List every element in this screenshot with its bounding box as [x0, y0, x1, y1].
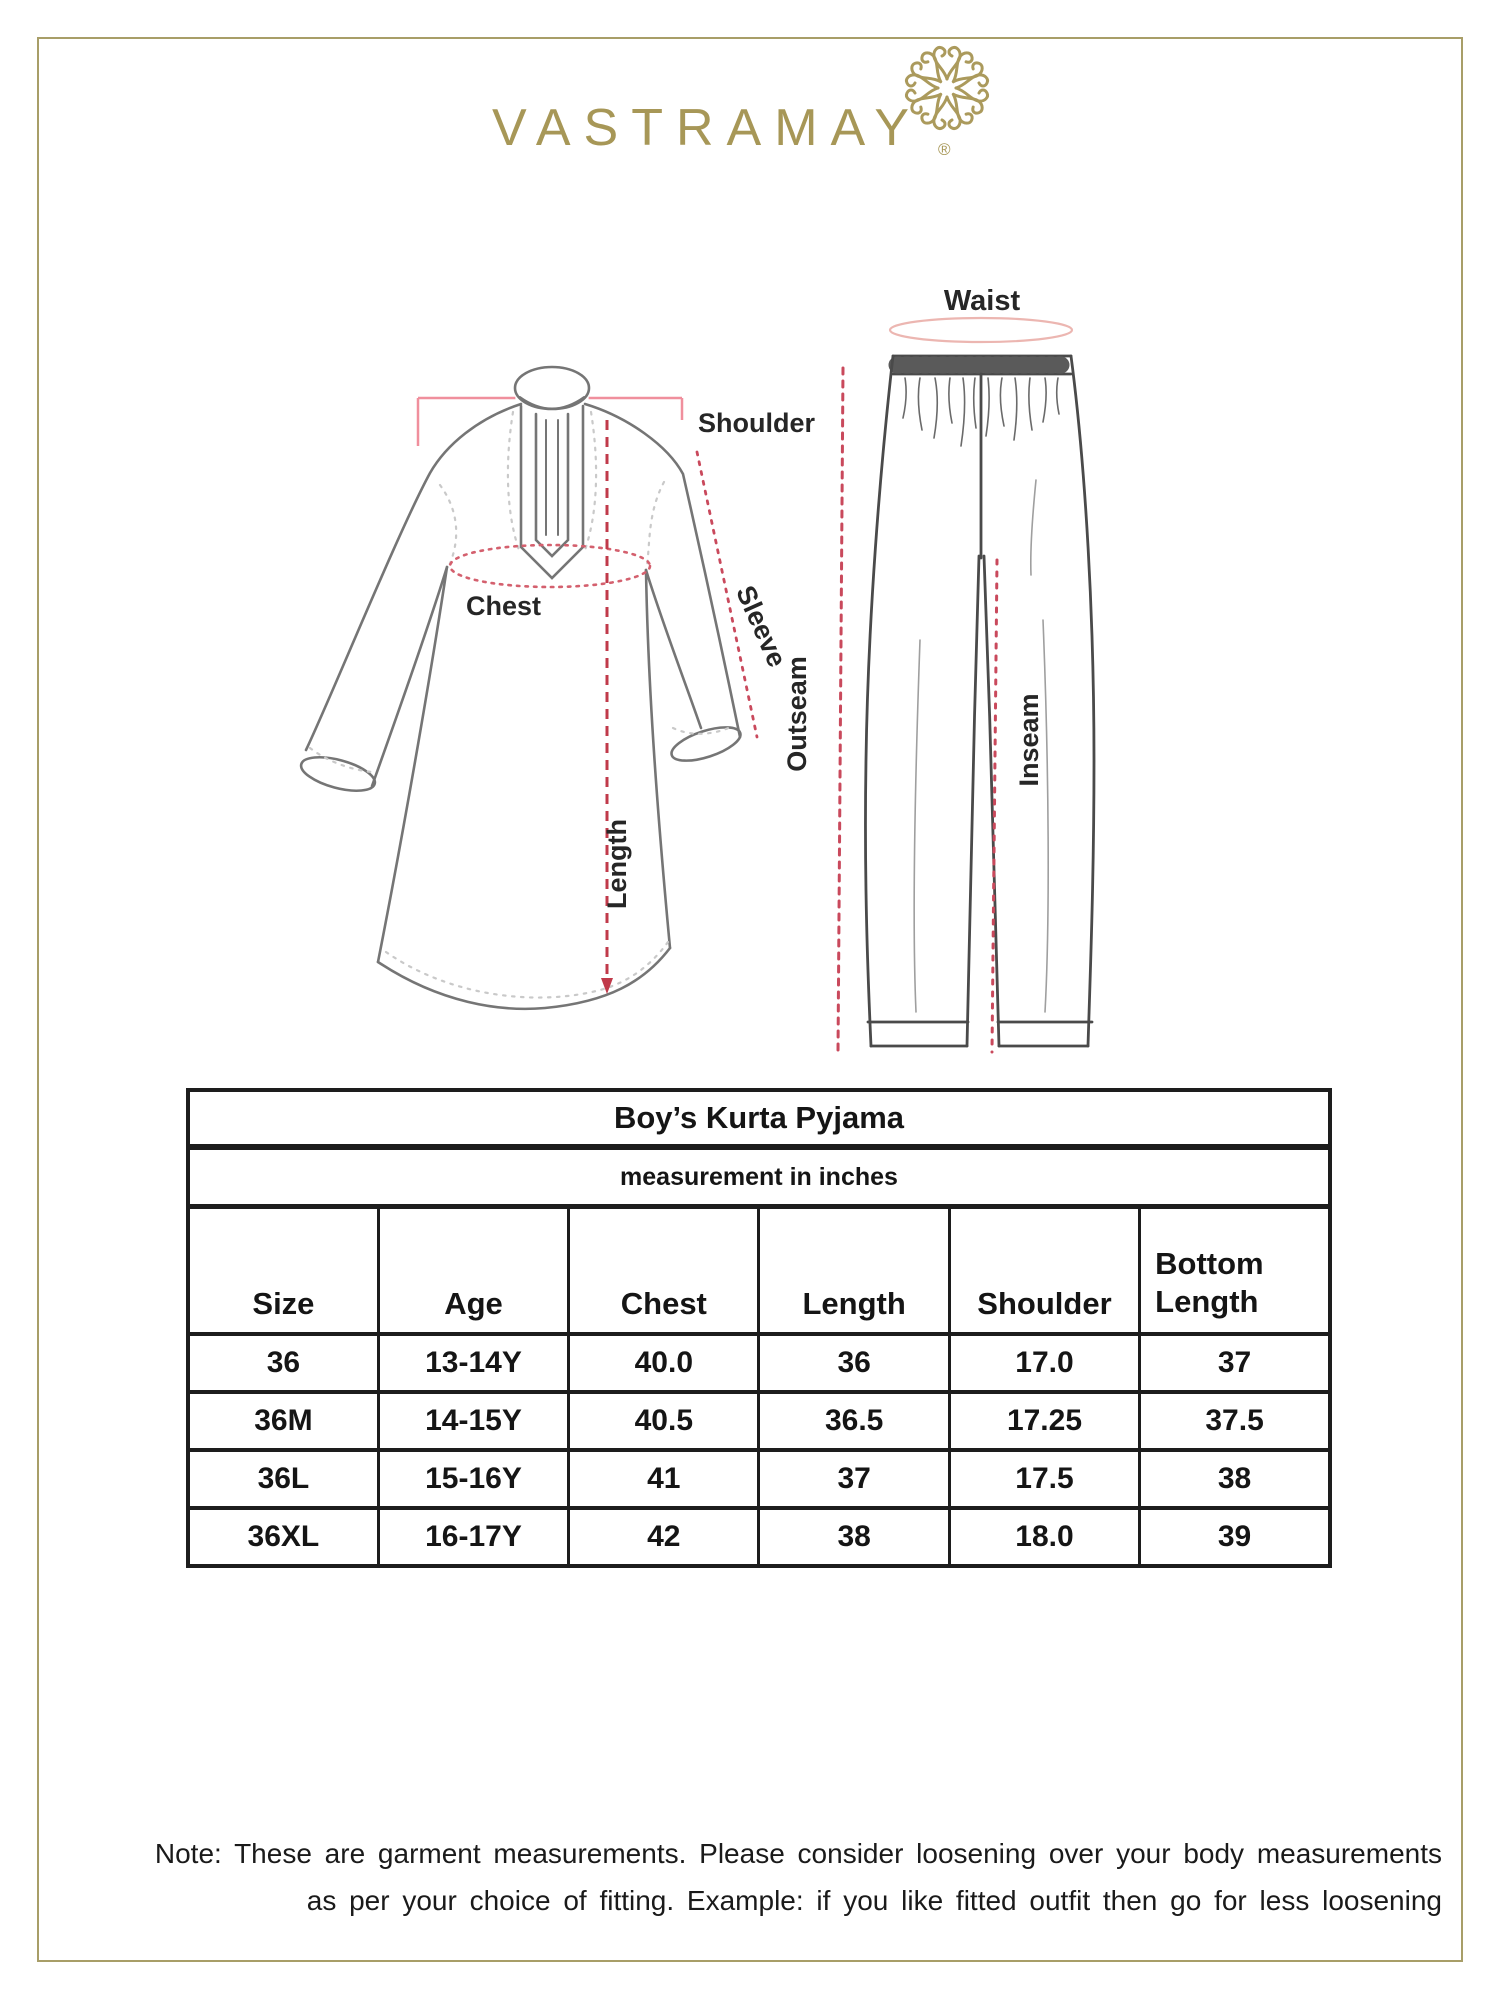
table-row [188, 1334, 1330, 1392]
cell-chest: 40.5 [569, 1392, 759, 1450]
col-header-bottom-length: Bottom Length [1140, 1207, 1330, 1335]
table-header-row [188, 1207, 1330, 1335]
sleeve-label: Sleeve [730, 581, 793, 672]
size-chart-table [186, 1088, 1332, 1568]
table-row [188, 1508, 1330, 1566]
cell-chest: 41 [569, 1450, 759, 1508]
measurement-note [60, 1830, 1442, 1924]
cell-chest: 42 [569, 1508, 759, 1566]
cell-bottom-length: 37 [1140, 1334, 1330, 1392]
cell-age: 14-15Y [378, 1392, 568, 1450]
col-header-length: Length [759, 1207, 949, 1335]
cell-length: 36 [759, 1334, 949, 1392]
col-header-age: Age [378, 1207, 568, 1335]
inseam-label: Inseam [1014, 693, 1044, 787]
note-line-2: as per your choice of fitting. Example: if you like fitted outfit then go for less loosening [306, 1885, 1442, 1916]
waist-measure-ellipse [890, 318, 1072, 342]
registered-trademark: ® [938, 140, 951, 159]
kurta-drawing [298, 367, 745, 1009]
chest-label: Chest [466, 591, 542, 621]
cell-chest: 40.0 [569, 1334, 759, 1392]
table-row [188, 1450, 1330, 1508]
col-header-chest: Chest [569, 1207, 759, 1335]
table-title: Boy’s Kurta Pyjama [188, 1090, 1330, 1147]
pyjama-drawing [865, 356, 1094, 1046]
note-line-1: Note: These are garment measurements. Please consider loosening over your body measurements [154, 1838, 1442, 1869]
table-subtitle: measurement in inches [188, 1147, 1330, 1207]
cell-size: 36M [188, 1392, 378, 1450]
cell-bottom-length: 38 [1140, 1450, 1330, 1508]
cell-bottom-length: 39 [1140, 1508, 1330, 1566]
cell-size: 36 [188, 1334, 378, 1392]
length-label: Length [602, 819, 632, 909]
cell-length: 36.5 [759, 1392, 949, 1450]
cell-age: 15-16Y [378, 1450, 568, 1508]
col-header-shoulder: Shoulder [949, 1207, 1139, 1335]
cell-shoulder: 17.5 [949, 1450, 1139, 1508]
outseam-measure-line [838, 368, 843, 1052]
cell-age: 13-14Y [378, 1334, 568, 1392]
table-row [188, 1392, 1330, 1450]
shoulder-label: Shoulder [698, 408, 816, 438]
outseam-label: Outseam [782, 656, 812, 772]
cell-length: 37 [759, 1450, 949, 1508]
cell-shoulder: 17.0 [949, 1334, 1139, 1392]
cell-size: 36L [188, 1450, 378, 1508]
cell-age: 16-17Y [378, 1508, 568, 1566]
cell-shoulder: 17.25 [949, 1392, 1139, 1450]
waist-label: Waist [943, 285, 1021, 317]
cell-shoulder: 18.0 [949, 1508, 1139, 1566]
cell-length: 38 [759, 1508, 949, 1566]
col-header-size: Size [188, 1207, 378, 1335]
brand-logo: VASTRAMAY [492, 99, 923, 157]
cell-size: 36XL [188, 1508, 378, 1566]
cell-bottom-length: 37.5 [1140, 1392, 1330, 1450]
